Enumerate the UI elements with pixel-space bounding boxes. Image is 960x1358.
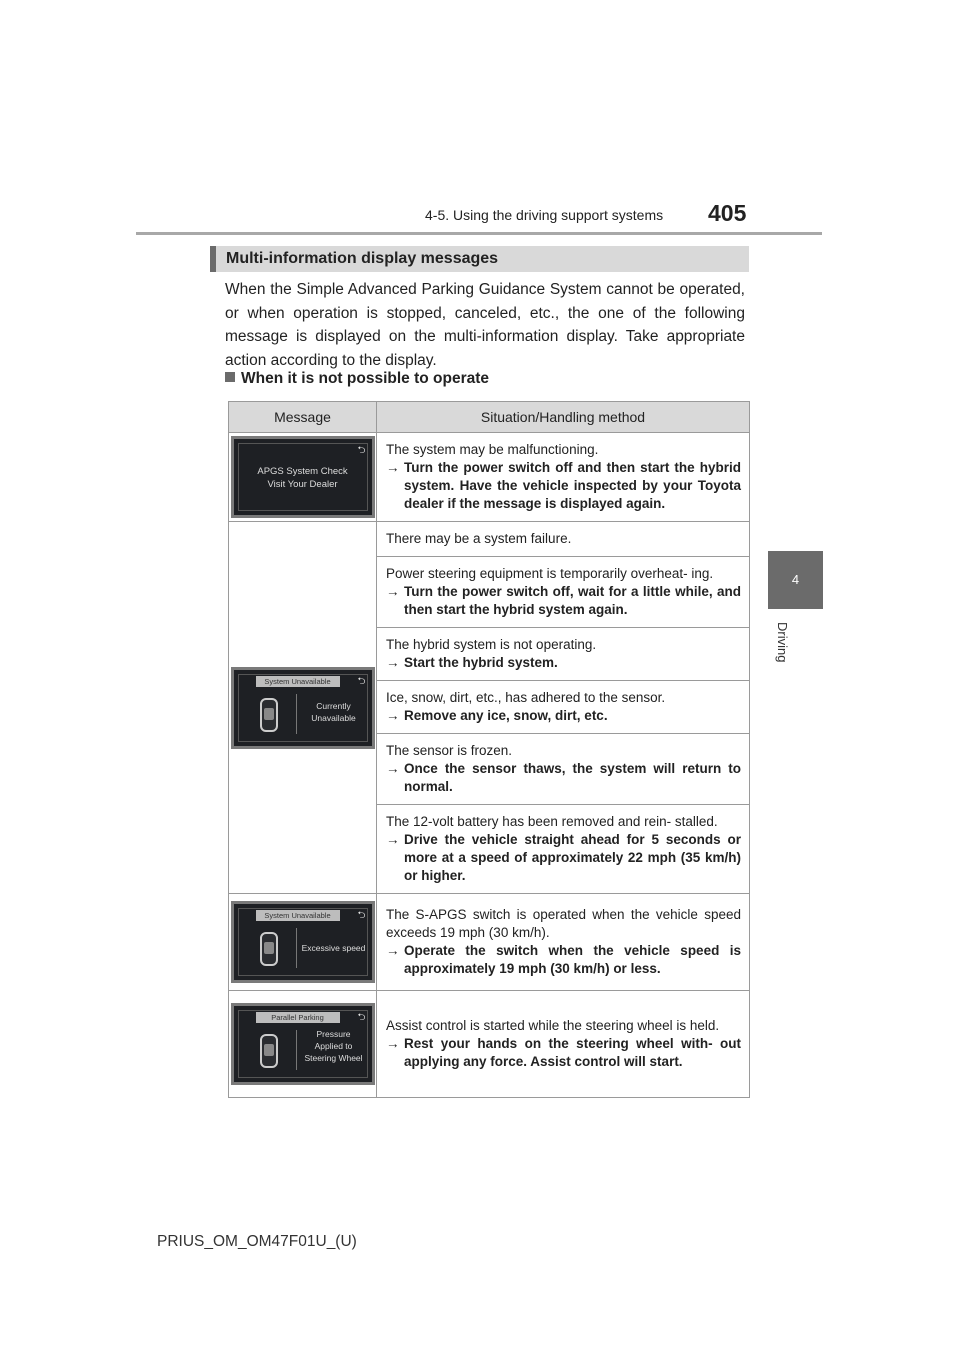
message-image-cell xyxy=(229,991,377,1098)
display-screen xyxy=(231,667,375,749)
situation-cell xyxy=(377,805,750,894)
table-row xyxy=(229,433,750,522)
screen-line: Applied to xyxy=(314,1041,353,1051)
handling-text: → Remove any ice, snow, dirt, etc. xyxy=(386,708,608,723)
screen-text xyxy=(300,942,368,954)
right-arrow-icon: → xyxy=(386,584,400,599)
situation-text: Ice, snow, dirt, etc., has adhered to the sensor. xyxy=(386,690,666,705)
screen-text xyxy=(300,700,368,724)
screen-label: System Unavailable xyxy=(256,676,340,687)
handling-text: → Operate the switch when the vehicle speed is approximately 19 mph (30 km/h) or less. xyxy=(386,943,741,976)
situation-text: Assist control is started while the steering wheel is held. xyxy=(386,1018,720,1033)
right-arrow-icon: → xyxy=(386,655,400,670)
square-bullet-icon xyxy=(225,372,235,382)
situation-text: The system may be malfunctioning. xyxy=(386,442,599,457)
message-table xyxy=(228,401,750,1098)
display-screen xyxy=(231,1003,375,1085)
display-screen xyxy=(231,901,375,983)
right-arrow-icon: → xyxy=(386,460,400,475)
situation-text: The S-APGS switch is operated when the vehicle speed exceeds 19 mph (30 km/h). xyxy=(386,907,741,940)
right-arrow-icon: → xyxy=(386,832,400,847)
intro-paragraph: When the Simple Advanced Parking Guidance System cannot be operated, or when operation is stopped, canceled, etc., the one of the following message is displayed on the multi-information display. Take appropriate action according to the display. xyxy=(225,281,745,369)
right-arrow-icon: → xyxy=(386,761,400,776)
situation-cell xyxy=(377,734,750,805)
column-header-situation: Situation/Handling method xyxy=(377,402,750,433)
header-rule xyxy=(136,232,822,235)
situation-cell xyxy=(377,681,750,734)
car-top-view-icon xyxy=(260,1034,278,1068)
chapter-tab: 4 xyxy=(768,551,823,609)
screen-line: Currently xyxy=(316,700,351,711)
situation-text: There may be a system failure. xyxy=(386,531,572,546)
return-arrow-icon: ⮌ xyxy=(357,1012,366,1023)
car-top-view-icon xyxy=(260,932,278,966)
subheading-text: When it is not possible to operate xyxy=(241,370,490,387)
screen-text xyxy=(234,465,372,491)
message-image-cell xyxy=(229,894,377,991)
situation-cell xyxy=(377,433,750,522)
right-arrow-icon: → xyxy=(386,1036,400,1051)
footer-code: PRIUS_OM_OM47F01U_(U) xyxy=(157,1233,357,1250)
handling-text: → Turn the power switch off and then start the hybrid system. Have the vehicle inspected by your Toyota dealer if the message is displayed again. xyxy=(386,460,741,511)
return-arrow-icon: ⮌ xyxy=(357,675,366,687)
situation-text: The 12-volt battery has been removed and rein- stalled. xyxy=(386,814,718,829)
handling-text: → Rest your hands on the steering wheel with- out applying any force. Assist control will start. xyxy=(386,1036,741,1069)
handling-text: → Turn the power switch off, wait for a little while, and then start the hybrid system again. xyxy=(386,584,741,617)
box-title: Multi-information display messages xyxy=(210,246,749,272)
page-number: 405 xyxy=(708,200,747,226)
situation-cell xyxy=(377,557,750,628)
situation-text: The sensor is frozen. xyxy=(386,743,513,758)
car-top-view-icon xyxy=(260,698,278,732)
right-arrow-icon: → xyxy=(386,943,400,958)
handling-text: → Drive the vehicle straight ahead for 5 seconds or more at a speed of approximately 22 mph (35 km/h) or higher. xyxy=(386,832,741,883)
message-image-cell xyxy=(229,522,377,894)
section-title: 4-5. Using the driving support systems xyxy=(425,207,664,223)
return-arrow-icon: ⮌ xyxy=(357,445,366,456)
table-header-row xyxy=(229,402,750,433)
right-arrow-icon: → xyxy=(386,708,400,723)
screen-line: Pressure xyxy=(316,1029,351,1039)
screen-line: APGS System Check xyxy=(257,466,348,477)
table-row xyxy=(229,522,750,557)
screen-label: Parallel Parking xyxy=(256,1012,340,1023)
screen-text xyxy=(300,1028,368,1064)
situation-cell xyxy=(377,522,750,557)
screen-line: Unavailable xyxy=(311,712,356,723)
table-row xyxy=(229,894,750,991)
situation-text: Power steering equipment is temporarily overheat- ing. xyxy=(386,566,714,581)
column-header-message: Message xyxy=(229,402,377,433)
screen-label: System Unavailable xyxy=(256,910,340,921)
screen-line: Visit Your Dealer xyxy=(267,479,338,490)
message-image-cell xyxy=(229,433,377,522)
table-row xyxy=(229,991,750,1098)
handling-text: → Start the hybrid system. xyxy=(386,655,558,670)
screen-line: Steering Wheel xyxy=(304,1053,363,1063)
situation-text: The hybrid system is not operating. xyxy=(386,637,597,652)
handling-text: → Once the sensor thaws, the system will return to normal. xyxy=(386,761,741,794)
situation-cell xyxy=(377,991,750,1098)
screen-line: Excessive speed xyxy=(301,943,366,953)
display-screen xyxy=(231,436,375,518)
situation-cell xyxy=(377,894,750,991)
return-arrow-icon: ⮌ xyxy=(357,910,366,921)
situation-cell xyxy=(377,628,750,681)
chapter-label: Driving xyxy=(775,622,790,663)
subheading xyxy=(225,370,489,388)
